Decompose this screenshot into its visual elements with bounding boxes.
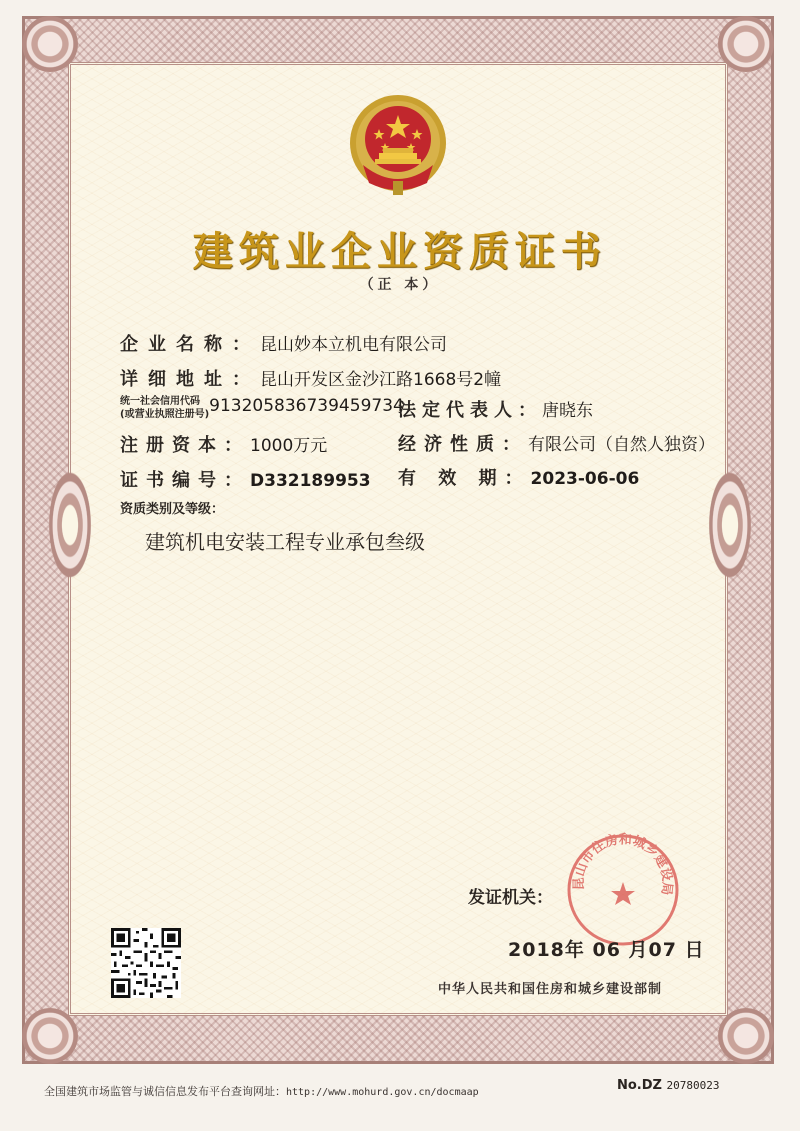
- corner-ornament-icon: [718, 1008, 774, 1064]
- side-ornament-icon: [708, 470, 752, 580]
- economic-nature-row: [398, 430, 715, 456]
- company-name-label: 企业名称：: [120, 334, 260, 355]
- corner-ornament-icon: [22, 16, 78, 72]
- issuer-label: 发证机关：: [468, 888, 553, 908]
- validity-value: 2023-06-06: [530, 469, 640, 489]
- legal-rep-value: 唐晓东: [542, 401, 593, 421]
- issue-date: 2018年 06 月07 日: [508, 939, 705, 961]
- address-row: [120, 365, 501, 391]
- cert-number-label: 证书编号：: [120, 470, 250, 491]
- cert-number-value: D332189953: [250, 471, 371, 491]
- economic-nature-value: 有限公司（自然人独资）: [528, 435, 715, 455]
- credit-code-row: [120, 395, 404, 422]
- svg-text:昆山市住房和城乡建设局: 昆山市住房和城乡建设局: [571, 832, 675, 896]
- cert-number-row: [120, 466, 371, 492]
- company-name-row: [120, 330, 447, 356]
- capital-label: 注册资本：: [120, 435, 250, 456]
- address-value: 昆山开发区金沙江路1668号2幢: [260, 370, 502, 390]
- serial-label: No.DZ: [617, 1078, 662, 1093]
- capital-value: 1000万元: [250, 436, 328, 456]
- query-text: 全国建筑市场监管与诚信信息发布平台查询网址：: [44, 1085, 286, 1098]
- economic-nature-label: 经济性质：: [398, 434, 528, 455]
- query-url-link[interactable]: http://www.mohurd.gov.cn/docmaap: [286, 1087, 479, 1098]
- serial-value: 20780023: [666, 1079, 720, 1092]
- address-label: 详细地址：: [120, 369, 260, 390]
- ministry-text: 中华人民共和国住房和城乡建设部制: [438, 982, 663, 997]
- certificate-title: 建筑业企业资质证书: [193, 228, 607, 275]
- qualification-label: 资质类别及等级：: [120, 502, 225, 517]
- company-name-value: 昆山妙本立机电有限公司: [260, 335, 447, 355]
- national-emblem-icon: [343, 93, 453, 199]
- credit-code-value: 913205836739459734: [209, 396, 404, 416]
- credit-code-label-line2: (或营业执照注册号): [120, 409, 210, 420]
- capital-row: [120, 431, 327, 457]
- legal-rep-row: [398, 396, 593, 422]
- legal-rep-label: 法定代表人：: [398, 400, 542, 421]
- credit-code-label-line1: 统一社会信用代码: [120, 396, 200, 407]
- qualification-value: 建筑机电安装工程专业承包叁级: [145, 530, 425, 554]
- credit-code-label: [120, 395, 209, 421]
- qr-code-icon[interactable]: [111, 928, 181, 998]
- official-seal-icon: [563, 830, 683, 950]
- corner-ornament-icon: [718, 16, 774, 72]
- query-footer: [44, 1083, 479, 1099]
- validity-label: 有 效 期：: [398, 468, 531, 489]
- side-ornament-icon: [48, 470, 92, 580]
- certificate-subtitle: （正 本）: [359, 277, 441, 293]
- validity-row: [398, 464, 639, 490]
- serial-number: [617, 1078, 719, 1093]
- corner-ornament-icon: [22, 1008, 78, 1064]
